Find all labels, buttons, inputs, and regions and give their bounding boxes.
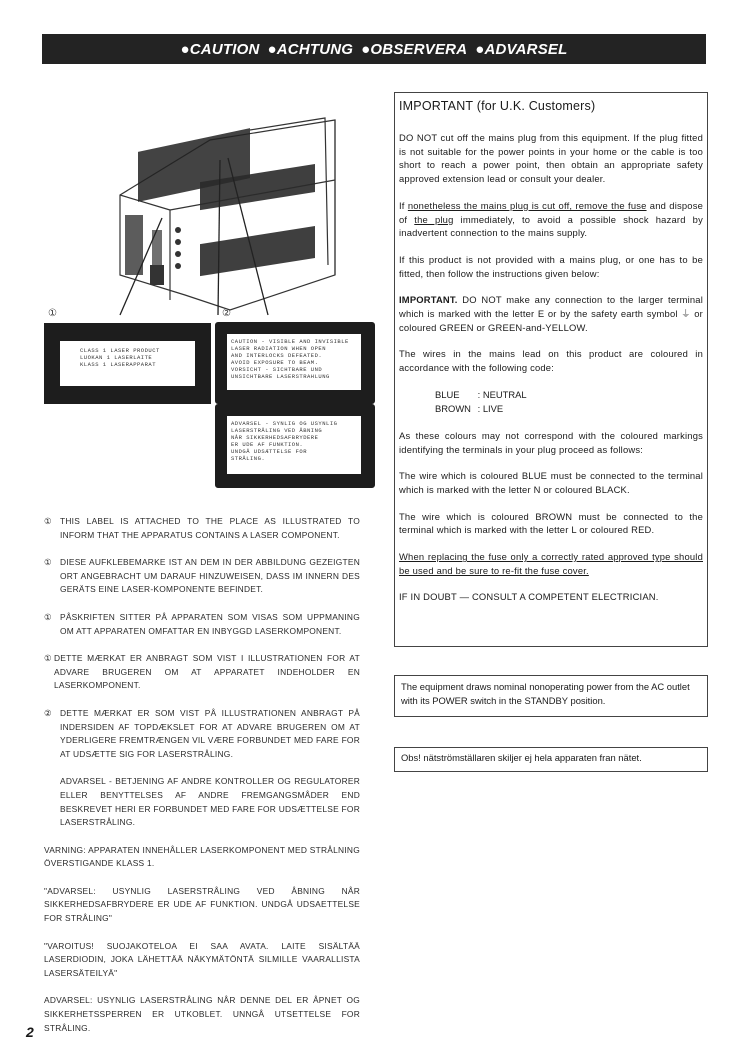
warning-banner bbox=[42, 34, 706, 64]
important-para: The wires in the mains lead on this product are coloured in accordance with the following code: bbox=[399, 348, 703, 374]
marker-1: ① bbox=[48, 308, 57, 319]
laser-label-3 bbox=[215, 404, 375, 488]
marker-2: ② bbox=[222, 308, 231, 319]
text-run: immediately, to avoid a possible shock hazard by inadvertent connection to the mains supply. bbox=[399, 213, 703, 239]
underlined-text: nonetheless the mains plug is cut off, remove the fuse bbox=[407, 199, 647, 211]
label3-line: STRÅLING. bbox=[231, 455, 266, 462]
important-para: When replacing the fuse only a correctly rated approved type should be used and be sure to re-fit the fuse cover. bbox=[399, 551, 703, 576]
important-para: IF IN DOUBT — CONSULT A COMPETENT ELECTRICIAN. bbox=[399, 591, 659, 603]
note-text: THIS LABEL IS ATTACHED TO THE PLACE AS ILLUSTRATED TO INFORM THAT THE APPARATUS CONTAINS A LASER COMPONENT. bbox=[60, 516, 360, 540]
note-danish-2 bbox=[44, 707, 360, 761]
note-marker: ① bbox=[44, 653, 52, 664]
note-marker: ② bbox=[44, 707, 52, 718]
wire-row-brown bbox=[435, 402, 703, 416]
note-varoitus: "VAROITUS! SUOJAKOTELOA EI SAA AVATA. LAITE SISÄLTÄÄ LASERDIODIN, JOKA LÄHETTÄÄ NÄKYMÄTÖNTÄ SILMILLE VAARALLISTA LASERSÄTEILYÄ" bbox=[44, 940, 360, 978]
important-para bbox=[399, 293, 703, 334]
important-para bbox=[399, 199, 703, 240]
label3-line: ADVARSEL - SYNLIG OG USYNLIG bbox=[231, 420, 338, 427]
label3-line: LASERSTRÅLING VED ÅBNING bbox=[231, 427, 323, 434]
text-run: and dispose of bbox=[399, 199, 703, 225]
label2-line: AVOID EXPOSURE TO BEAM. bbox=[231, 359, 319, 366]
laser-notes bbox=[44, 515, 360, 1049]
wire-role: : NEUTRAL bbox=[477, 388, 527, 400]
label3-line: NÅR SIKKERHEDSAFBRYDERE bbox=[231, 434, 319, 441]
standby-note: The equipment draws nominal nonoperating power from the AC outlet with its POWER switch in the STANDBY position. bbox=[394, 675, 708, 717]
banner-advarsel: ●ADVARSEL bbox=[475, 40, 568, 58]
important-para: DO NOT cut off the mains plug from this equipment. If the plug fitted is not suitable for the power points in your home or the cable is too short to reach a power point, then obtain an appropriate safety approved extension lead or consult your dealer. bbox=[399, 132, 703, 185]
text-run: DO NOT make any connection to the larger terminal which is marked with the letter E or by the safety earth symbol ⏚ or coloured GREEN or GREEN-and-YELLOW. bbox=[399, 294, 703, 333]
label2-line: CAUTION - VISIBLE AND INVISIBLE bbox=[231, 338, 349, 345]
important-para: The wire which is coloured BROWN must be connected to the terminal which is marked with the letter L or coloured RED. bbox=[399, 510, 703, 536]
important-para: As these colours may not correspond with the coloured markings identifying the terminals in your plug proceed as follows: bbox=[399, 429, 703, 455]
label1-line: KLASS 1 LASERAPPARAT bbox=[80, 361, 157, 368]
wire-color: BLUE bbox=[435, 388, 460, 400]
note-danish-3 bbox=[44, 775, 360, 829]
label2-line: VORSICHT - SICHTBARE UND bbox=[231, 366, 323, 373]
label3-line: UNDGÅ UDSÆTTELSE FOR bbox=[231, 448, 308, 455]
banner-observera: ●OBSERVERA bbox=[361, 40, 468, 58]
important-para: If this product is not provided with a mains plug, or one has to be fitted, then follow the instructions given below: bbox=[399, 253, 703, 279]
wire-role: : LIVE bbox=[477, 402, 504, 414]
wire-row-blue bbox=[435, 388, 703, 402]
note-german bbox=[44, 556, 360, 597]
note-marker: ① bbox=[44, 516, 52, 526]
text-run: If bbox=[399, 199, 408, 211]
underlined-text: the plug bbox=[414, 213, 454, 225]
label1-line: LUOKAN 1 LASERLAITE bbox=[80, 354, 153, 361]
note-varning: VARNING: APPARATEN INNEHÅLLER LASERKOMPONENT MED STRÅLNING ÖVERSTIGANDE KLASS 1. bbox=[44, 844, 360, 869]
important-title: IMPORTANT (for U.K. Customers) bbox=[399, 99, 596, 113]
note-text: PÅSKRIFTEN SITTER PÅ APPARATEN SOM VISAS SOM UPPMANING OM ATT APPARATEN OMFATTAR EN INBYGGD LASERKOMPONENT. bbox=[60, 611, 360, 636]
page-number: 2 bbox=[26, 1024, 34, 1040]
laser-label-1 bbox=[44, 323, 211, 404]
laser-label-2 bbox=[215, 322, 375, 404]
banner-caution: ●CAUTION bbox=[180, 40, 260, 58]
note-english bbox=[44, 515, 360, 542]
label2-line: UNSICHTBARE LASERSTRAHLUNG bbox=[231, 373, 330, 380]
label3-line: ER UDE AF FUNKTION. bbox=[231, 441, 304, 448]
label2-line: LASER RADIATION WHEN OPEN bbox=[231, 345, 327, 352]
note-advarsel-no: ADVARSEL: USYNLIG LASERSTRÅLING NÅR DENNE DEL ER ÅPNET OG SIKKERHETSSPERREN ER UTKOBLET. UNNGÅ UTSETTELSE FOR STRÅLING. bbox=[44, 995, 360, 1033]
important-para: The wire which is coloured BLUE must be connected to the terminal which is marked with the letter N or coloured BLACK. bbox=[399, 470, 703, 495]
note-text: DETTE MÆRKAT ER ANBRAGT SOM VIST I ILLUSTRATIONEN FOR AT ADVARE BRUGEREN OM AT APPARATET INDEHOLDER EN LASERKOMPONENT. bbox=[54, 653, 360, 691]
note-danish-1 bbox=[44, 652, 360, 693]
label1-line: CLASS 1 LASER PRODUCT bbox=[80, 347, 160, 354]
wire-color: BROWN bbox=[435, 402, 471, 414]
note-text: ADVARSEL - BETJENING AF ANDRE KONTROLLER OG REGULATORER ELLER BENYTTELSES AF ANDRE FREMGANGSMÅDER END BESKREVET HERI ER FORBUNDET MED FARE FOR UDSÆTTELSE FOR LASERSTRÅLING. bbox=[60, 776, 360, 828]
note-advarsel-dk: "ADVARSEL: USYNLIG LASERSTRÅLING VED ÅBNING NÅR SIKKERHEDSAFBRYDERE ER UDE AF FUNKTION. UNDGÅ UDSAETTELSE FOR STRÅLING" bbox=[44, 885, 360, 924]
banner-achtung: ●ACHTUNG bbox=[267, 40, 354, 58]
note-marker: ① bbox=[44, 557, 52, 568]
device-illustration bbox=[100, 100, 350, 340]
bold-text: IMPORTANT. bbox=[399, 294, 458, 306]
wire-code-table bbox=[399, 388, 703, 416]
label2-line: AND INTERLOCKS DEFEATED. bbox=[231, 352, 323, 359]
note-swedish bbox=[44, 611, 360, 638]
uk-important-box bbox=[394, 92, 708, 647]
note-text: DIESE AUFKLEBEMARKE IST AN DEM IN DER ABBILDUNG GEZEIGTEN ORT ANGEBRACHT UM DARAUF HINZUWEISEN, DASS IM INNERN DES GERÄTS EINE LASER-KOMPONENTE BEFINDET. bbox=[60, 557, 360, 595]
swedish-note: Obs! nätströmställaren skiljer ej hela apparaten fran nätet. bbox=[394, 747, 708, 772]
note-text: DETTE MÆRKAT ER SOM VIST PÅ ILLUSTRATIONEN ANBRAGT PÅ INDERSIDEN AF TOPDÆKSLET FOR AT ADVARE BRUGEREN OM AT YDERLIGERE FREMTRÆNGEN VIL VÆRE FORBUNDET MED FARE FOR AT UDSÆTTE SIG FOR LASERSTRÅLING. bbox=[60, 707, 360, 759]
note-marker: ① bbox=[44, 611, 52, 622]
